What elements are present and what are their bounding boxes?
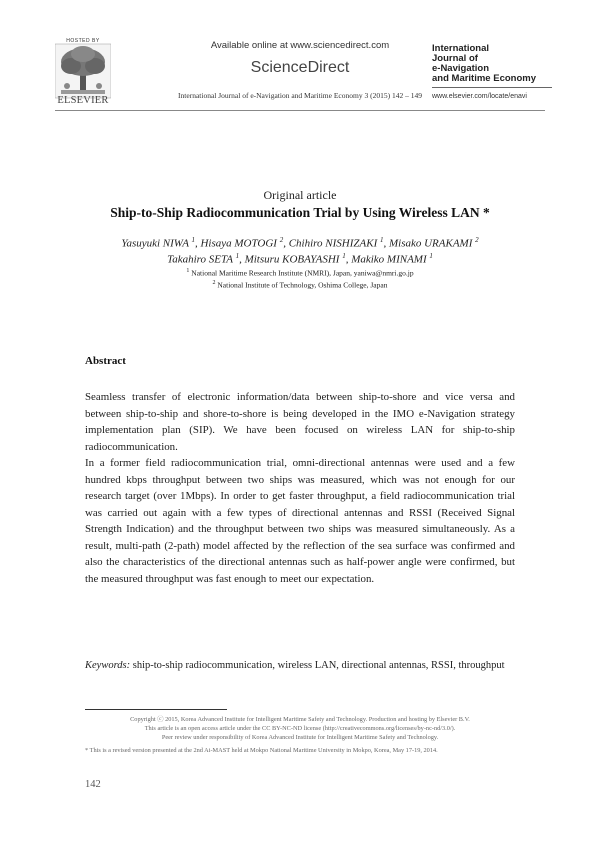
author-affiliation-marker: 1 xyxy=(429,252,433,260)
abstract-body xyxy=(85,389,515,587)
journal-title-line: International xyxy=(432,43,490,54)
hosted-by-label: HOSTED BY xyxy=(66,38,100,44)
article-type: Original article xyxy=(263,188,337,202)
abstract-heading: Abstract xyxy=(85,355,126,367)
author-affiliation-marker: 1 xyxy=(191,236,195,244)
affiliation xyxy=(0,268,600,278)
journal-url-link[interactable]: www.elsevier.com/locate/enavi xyxy=(432,93,527,100)
keywords-text: ship-to-ship radiocommunication, wireless LAN, directional antennas, RSSI, throughput xyxy=(130,660,505,671)
author-affiliation-marker: 2 xyxy=(475,236,479,244)
copyright-line: Copyright ⓒ 2015, Korea Advanced Institute for Intelligent Maritime Safety and Technology. Production and hosting by Elsevier B.V. xyxy=(130,716,470,723)
copyright-line: Peer review under responsibility of Korea Advanced Institute for Intelligent Maritime Safety and Technology. xyxy=(161,734,439,741)
available-online-text: Available online at www.sciencedirect.com xyxy=(210,40,390,51)
author-affiliation-marker: 2 xyxy=(279,236,284,244)
article-title: Ship-to-Ship Radiocommunication Trial by Using Wireless LAN * xyxy=(110,205,490,220)
affiliation-text: National Maritime Research Institute (NMRI), Japan, yaniwa@nmri.go.jp xyxy=(189,268,414,278)
journal-title-block xyxy=(432,44,552,84)
journal-title-line: and Maritime Economy xyxy=(432,73,536,84)
page-number: 142 xyxy=(85,779,101,790)
author-affiliation-marker: 1 xyxy=(379,236,384,244)
keywords-label: Keywords: xyxy=(85,660,131,671)
authors-line xyxy=(0,236,600,250)
copyright-notice xyxy=(85,715,515,742)
abstract-paragraph: In a former field radiocommunication trial, omni-directional antennas were used and a few hundred kbps throughput between two ships was measured, which was not enough for our research target (over 1Mbps). In order to get faster throughput, a field radiocommunication trial was carried out again with a few types of directional antennas and RSSI (Received Signal Strength Indication) and the throughput between two ships was measured simultaneously. As a result, multi-path (2-path) model affected by the reflection of the sea surface was confirmed and also the characteristics of the directional antennas such as half-power angle were confirmed, but the measured throughput was fast enough to meet our expectation. xyxy=(85,457,515,585)
journal-title-line: Journal of xyxy=(432,53,478,64)
journal-divider xyxy=(432,87,552,88)
keywords xyxy=(85,660,525,671)
author-name: , Misako URAKAMI xyxy=(383,237,476,250)
footnote-divider xyxy=(85,709,227,710)
abstract-paragraph: Seamless transfer of electronic information/data between ship-to-shore and vice versa and between ship-to-ship and shore-to-shore is being developed in the IMO e-Navigation strategy implementation plan (SIP). We have been focused on wireless LAN for ship-to-ship radiocommunication. xyxy=(85,391,515,453)
journal-title-line: e-Navigation xyxy=(432,63,490,74)
affiliation-marker: 1 xyxy=(186,268,190,274)
affiliation-text: National Institute of Technology, Oshima College, Japan xyxy=(215,280,388,290)
publisher-name: ELSEVIER xyxy=(57,95,109,106)
header-divider xyxy=(55,110,545,111)
author-name: , Makiko MINAMI xyxy=(345,253,430,266)
platform-name: ScienceDirect xyxy=(250,59,350,76)
author-affiliation-marker: 1 xyxy=(235,252,240,260)
affiliation-marker: 2 xyxy=(212,280,216,286)
affiliation xyxy=(0,280,600,290)
author-name: Takahiro SETA xyxy=(167,253,236,266)
author-affiliation-marker: 1 xyxy=(342,252,346,260)
copyright-line: This article is an open access article under the CC BY-NC-ND license (http://creativecommons.org/licenses/by-nc-nd/3.0/). xyxy=(144,725,456,732)
revision-footnote: * This is a revised version presented at the 2nd Ai-MAST held at Mokpo National Maritime University in Mokpo, Korea, May 17-19, 2014. xyxy=(85,747,438,754)
authors-line xyxy=(0,252,600,266)
author-name: Yasuyuki NIWA xyxy=(121,237,192,250)
author-name: , Hisaya MOTOGI xyxy=(194,237,280,250)
author-name: , Mitsuru KOBAYASHI xyxy=(239,253,343,266)
author-name: , Chihiro NISHIZAKI xyxy=(283,237,380,250)
journal-citation: International Journal of e-Navigation and Maritime Economy 3 (2015) 142 – 149 xyxy=(178,91,422,100)
